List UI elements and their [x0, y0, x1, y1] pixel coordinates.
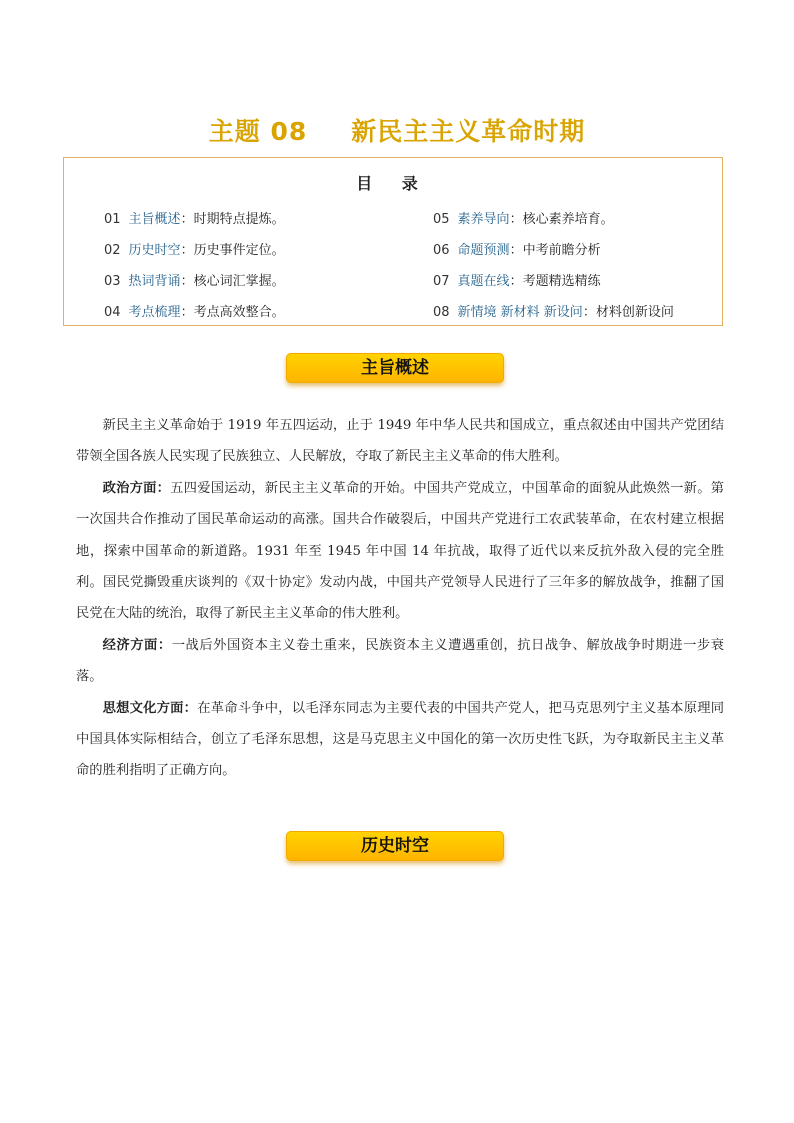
title-main: 新民主主义革命时期 — [351, 117, 586, 146]
section-header-overview: 主旨概述 — [286, 353, 504, 383]
toc-desc: 考题精选精练 — [522, 274, 601, 289]
toc-name: 历史时空 — [128, 243, 181, 258]
toc-item-02[interactable]: 02 历史时空：历史事件定位。 — [104, 243, 285, 258]
toc-num: 05 — [433, 212, 450, 227]
toc-num: 02 — [104, 243, 121, 258]
table-of-contents — [63, 157, 723, 326]
toc-num: 08 — [433, 305, 450, 320]
toc-num: 06 — [433, 243, 450, 258]
toc-num: 04 — [104, 305, 121, 320]
toc-item-07[interactable]: 07 真题在线：考题精选精练 — [433, 274, 601, 289]
toc-name: 热词背诵 — [128, 274, 181, 289]
toc-name: 新情境 新材料 新设问 — [457, 305, 583, 320]
toc-item-08[interactable]: 08 新情境 新材料 新设问：材料创新设问 — [433, 305, 674, 320]
culture-paragraph — [76, 693, 724, 787]
toc-desc: 核心素养培育。 — [522, 212, 614, 227]
culture-label: 思想文化方面： — [102, 700, 198, 716]
toc-item-01[interactable]: 01 主旨概述：时期特点提炼。 — [104, 212, 285, 227]
toc-name: 考点梳理 — [128, 305, 181, 320]
toc-name: 命题预测 — [457, 243, 510, 258]
politics-text: 五四爱国运动，新民主主义革命的开始。中国共产党成立，中国革命的面貌从此焕然一新。第一次国共合作推动了国民革命运动的高涨。国共合作破裂后，中国共产党进行工农武装革命，在农村建立根据地，探索中国革命的新道路。1931 年至 1945 年中国 14 年抗战，取得了近代以来反抗外敌入侵的完全胜利。国民党撕毁重庆谈判的《双十协定》发动内战，中国共产党领导人民进行了三年多的解放战争，推翻了国民党在大陆的统治，取得了新民主主义革命的伟大胜利。 — [76, 480, 725, 622]
toc-desc: 时期特点提炼。 — [193, 212, 285, 227]
toc-item-04[interactable]: 04 考点梳理：考点高效整合。 — [104, 305, 285, 320]
section-header-timeline: 历史时空 — [286, 831, 504, 861]
toc-item-06[interactable]: 06 命题预测：中考前瞻分析 — [433, 243, 601, 258]
toc-num: 03 — [104, 274, 121, 289]
politics-label: 政治方面： — [102, 480, 171, 496]
page-title — [0, 112, 794, 148]
toc-desc: 核心词汇掌握。 — [193, 274, 285, 289]
toc-name: 素养导向 — [457, 212, 510, 227]
politics-paragraph — [76, 473, 724, 630]
economy-label: 经济方面： — [102, 637, 172, 653]
toc-heading: 目 录 — [356, 174, 430, 193]
toc-desc: 中考前瞻分析 — [522, 243, 601, 258]
toc-item-05[interactable]: 05 素养导向：核心素养培育。 — [433, 212, 614, 227]
economy-paragraph — [76, 630, 724, 693]
toc-item-03[interactable]: 03 热词背诵：核心词汇掌握。 — [104, 274, 285, 289]
toc-name: 真题在线 — [457, 274, 510, 289]
toc-desc: 历史事件定位。 — [193, 243, 285, 258]
title-prefix: 主题 08 — [208, 117, 308, 146]
overview-content — [76, 410, 724, 787]
culture-text: 在革命斗争中，以毛泽东同志为主要代表的中国共产党人，把马克思列宁主义基本原理同中国具体实际相结合，创立了毛泽东思想，这是马克思主义中国化的第一次历史性飞跃，为夺取新民主主义革命的胜利指明了正确方向。 — [76, 700, 725, 779]
toc-num: 01 — [104, 212, 121, 227]
toc-num: 07 — [433, 274, 450, 289]
toc-name: 主旨概述 — [128, 212, 181, 227]
intro-paragraph: 新民主主义革命始于 1919 年五四运动，止于 1949 年中华人民共和国成立，重点叙述由中国共产党团结带领全国各族人民实现了民族独立、人民解放，夺取了新民主主义革命的伟大胜利。 — [76, 418, 724, 465]
economy-text: 一战后外国资本主义卷土重来，民族资本主义遭遇重创，抗日战争、解放战争时期进一步衰落。 — [76, 637, 725, 685]
toc-desc: 考点高效整合。 — [193, 305, 285, 320]
toc-desc: 材料创新设问 — [595, 305, 674, 320]
